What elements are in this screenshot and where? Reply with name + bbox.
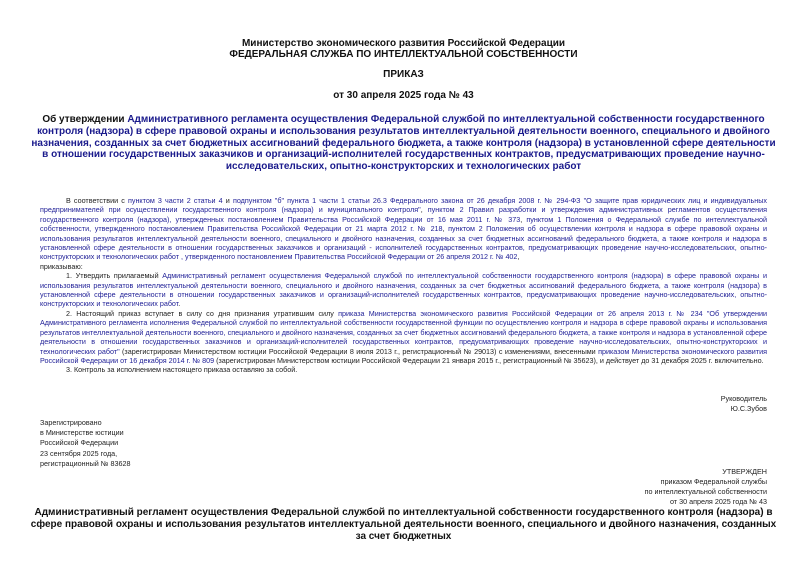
text-fragment: ,: [520, 214, 527, 224]
link-order-809[interactable]: приказом Министерства экономического развития Российской Федерации от 16 декабря 2014 г. № 809: [40, 346, 767, 365]
link-regulation-218[interactable]: пунктом 1 Положения о Федеральной службе по интеллектуальной собственности, утвержденного постановлением Правительства Российской Федерации от 21 марта 2012 г. № 218: [40, 214, 768, 234]
text-fragment: .: [178, 299, 181, 309]
text-fragment: (зарегистрирован Министерством юстиции Российской Федерации 8 июля 2013 г., регистрационный № 29013) с изменениями, внесенными: [119, 346, 599, 356]
approval-line: приказом Федеральной службы: [660, 477, 767, 486]
service-heading: ФЕДЕРАЛЬНАЯ СЛУЖБА ПО ИНТЕЛЛЕКТУАЛЬНОЙ СОБСТВЕННОСТИ: [229, 49, 578, 60]
text-fragment: и: [222, 196, 233, 205]
approval-block: [645, 467, 767, 507]
orders-line: приказываю:: [40, 261, 83, 271]
reglament-title: Административный регламент осуществления Федеральной службой по интеллектуальной собственности государственного контроля (надзора) в сфере правовой охраны и использования результатов интеллектуальной деятельности военного, специального и двойного назначения, созданных за счет бюджетных: [30, 507, 777, 542]
text-fragment: ,: [517, 252, 520, 262]
signature-role: Руководитель: [720, 394, 767, 403]
link-reglament[interactable]: Административный регламент осуществления Федеральной службой по интеллектуальной собственности государственного контроля (надзора) в сфере правовой охраны и использования результатов интеллектуальной деятельности военного, специального и двойного назначения, созданных за счет бюджетных ассигнований федерального бюджета, а также контроля (надзора) в установленной сфере деятельности в отношении государственных заказчиков и организаций-исполнителей государственных контрактов, предусматривающих проведение научно-исследовательских, опытно-конструкторских и технологических работ: [40, 271, 767, 309]
title-prefix: Об утверждении: [42, 114, 128, 125]
registration-line: в Министерстве юстиции: [40, 428, 124, 438]
doc-date-number: от 30 апреля 2025 года № 43: [333, 90, 474, 101]
signature-name: Ю.С.Зубов: [730, 404, 767, 413]
approval-line: УТВЕРЖДЕН: [722, 467, 767, 476]
text-fragment: (зарегистрирован Министерством юстиции Российской Федерации 21 января 2015 г., регистрационный № 35623), и действует до 31 декабря 2025 г. включительно.: [214, 355, 764, 365]
registration-line: регистрационный № 83628: [40, 458, 131, 468]
text-fragment: В соответствии с: [66, 196, 128, 205]
text-fragment: 1. Утвердить прилагаемый: [66, 271, 163, 281]
ministry-heading: Министерство экономического развития Российской Федерации: [241, 38, 566, 49]
approval-line: по интеллектуальной собственности: [644, 487, 767, 496]
text-fragment: ,: [420, 205, 428, 215]
registration-block: [40, 418, 130, 469]
preamble-paragraph: [40, 196, 767, 262]
link-order-234[interactable]: приказа Министерства экономического развития Российской Федерации от 26 апреля 2013 г. № 234 "Об утверждении Административного регламента исполнения Федеральной службой по интеллектуальной собственности государственной функции по осуществлению контроля и надзора в сфере правовой охраны и использования результатов интеллектуальной деятельности военного, специального и двойного назначения, созданных за счет бюджетных ассигнований федерального бюджета, а также контроля и надзора в установленной сфере деятельности в отношении государственных заказчиков и организаций-исполнителей государственных контрактов, предусматривающих проведение научно-исследовательских, опытно-конструкторских и технологических работ": [40, 308, 767, 356]
document-body: [40, 196, 767, 375]
title-reglament-link[interactable]: Административного регламента осуществления Федеральной службой по интеллектуальной собственности государственного контроля (надзора) в сфере правовой охраны и использования результатов интеллектуальной деятельности военного, специального и двойного назначения, созданных за счет бюджетных ассигнований федерального бюджета, а также контроля (надзора) в установленной сфере деятельности в отношении государственных заказчиков и организаций-исполнителей государственных контрактов, предусматривающих проведение научно-исследовательских, опытно-конструкторских и технологических работ: [31, 114, 776, 173]
approval-line: от 30 апреля 2025 года № 43: [669, 497, 767, 506]
link-rules-373[interactable]: пунктом 2 Правил разработки и утверждения административных регламентов осуществления государственного контроля (надзора), утвержденных постановлением Правительства Российской Федерации от 16 мая 2011 г. № 373: [40, 205, 767, 224]
item-1: [40, 271, 767, 309]
registration-line: Зарегистрировано: [40, 418, 102, 427]
item-3: 3. Контроль за исполнением настоящего приказа оставляю за собой.: [66, 365, 298, 375]
document-title: [30, 114, 777, 173]
doc-type-heading: ПРИКАЗ: [383, 69, 424, 80]
text-fragment: ,: [442, 224, 449, 234]
link-law-article-4[interactable]: пунктом 3 части 2 статьи 4: [127, 196, 223, 205]
link-regulation-402[interactable]: пунктом 2 Положения об осуществлении контроля и надзора в сфере правовой охраны и использования результатов интеллектуальной деятельности военного, специального и двойного назначения, созданных за счет бюджетных ассигнований федерального бюджета, а также контроля и надзора в установленной сфере деятельности в отношении государственных заказчиков и организаций - исполнителей государственных контрактов, предусматривающих проведение научно-исследовательских, опытно-конструкторских и технологических работ , утвержденного постановлением Правительства Российской Федерации от 26 апреля 2012 г. № 402: [40, 224, 767, 262]
text-fragment: 2. Настоящий приказ вступает в силу со дня признания утратившим силу: [66, 308, 339, 318]
signature-block: [721, 394, 767, 414]
item-2: [40, 309, 767, 365]
registration-line: 23 сентября 2025 года,: [40, 448, 118, 458]
registration-line: Российской Федерации: [40, 438, 119, 448]
link-law-294fz[interactable]: подпунктом "б" пункта 1 части 1 статьи 26.3 Федерального закона от 26 декабря 2008 г. № 294-ФЗ "О защите прав юридических лиц и индивидуальных предпринимателей при осуществлении государственного контроля (надзора) и муниципального контроля": [40, 196, 768, 215]
